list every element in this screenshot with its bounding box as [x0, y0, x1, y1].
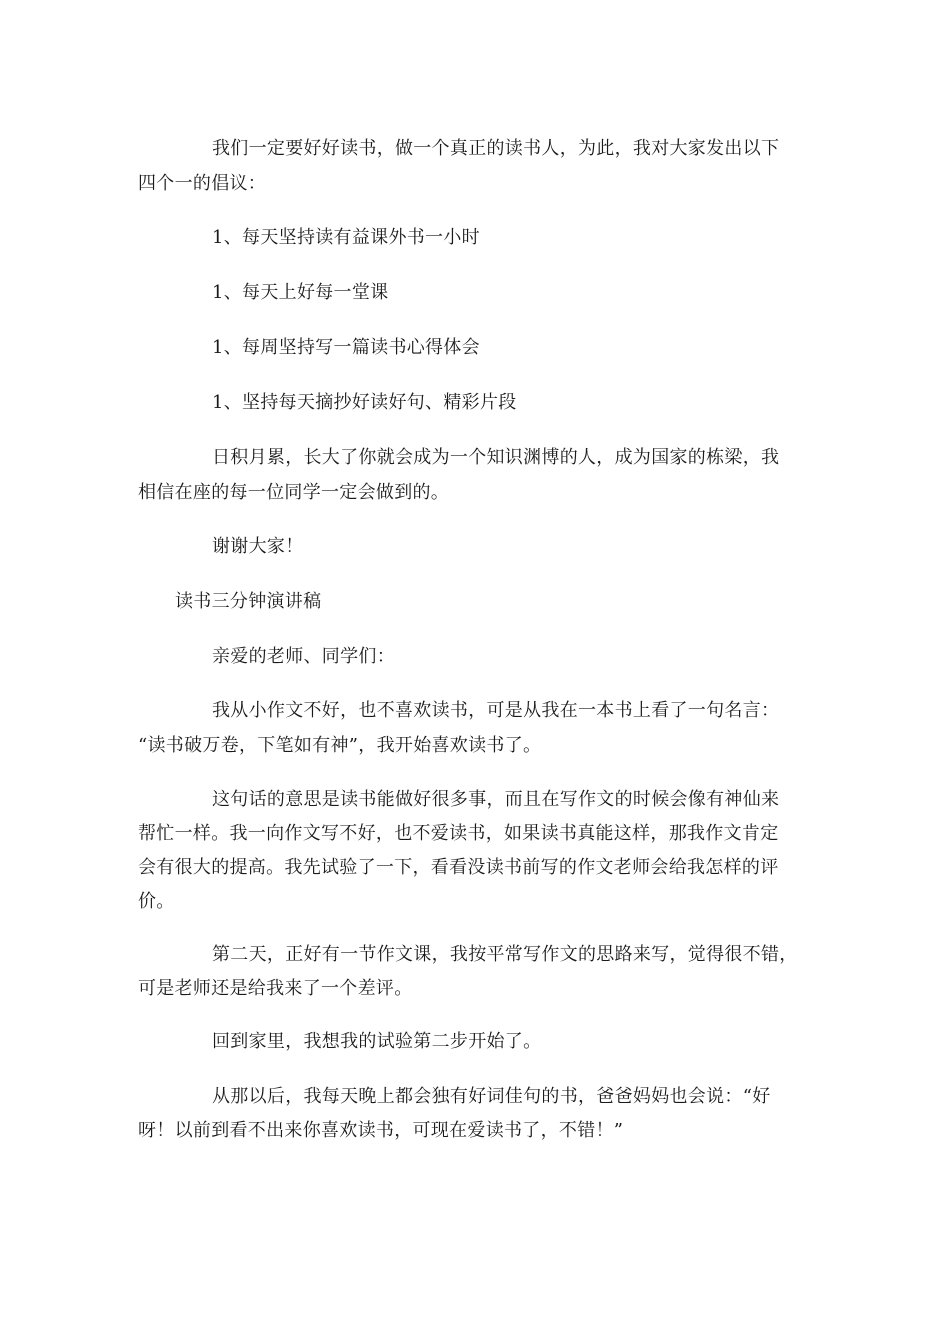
paragraph-4-line-3: 会有很大的提高。我先试验了一下，看看没读书前写的作文老师会给我怎样的评: [138, 857, 779, 878]
paragraph-5-line-1: 第二天，正好有一节作文课，我按平常写作文的思路来写，觉得很不错，: [212, 944, 798, 965]
section-title: 读书三分钟演讲稿: [175, 591, 322, 612]
paragraph-1-line-2: 四个一的倡议：: [138, 173, 267, 194]
list-item-4: 1、坚持每天摘抄好读好句、精彩片段: [212, 392, 517, 413]
list-item-1: 1、每天坚持读有益课外书一小时: [212, 227, 480, 248]
paragraph-3-line-2: “读书破万卷，下笔如有神”，我开始喜欢读书了。: [138, 735, 542, 756]
paragraph-1-line-1: 我们一定要好好读书，做一个真正的读书人，为此，我对大家发出以下: [212, 138, 780, 159]
paragraph-7-line-2: 呀！以前到看不出来你喜欢读书，可现在爱读书了，不错！”: [138, 1120, 624, 1141]
paragraph-4-line-1: 这句话的意思是读书能做好很多事，而且在写作文的时候会像有神仙来: [212, 789, 780, 810]
thanks-line: 谢谢大家！: [212, 536, 304, 557]
paragraph-3-line-1: 我从小作文不好，也不喜欢读书，可是从我在一本书上看了一句名言：: [212, 700, 780, 721]
paragraph-4-line-2: 帮忙一样。我一向作文写不好，也不爱读书，如果读书真能这样，那我作文肯定: [138, 823, 779, 844]
paragraph-2-line-2: 相信在座的每一位同学一定会做到的。: [138, 482, 450, 503]
list-item-3: 1、每周坚持写一篇读书心得体会: [212, 337, 480, 358]
paragraph-4-line-4: 价。: [138, 891, 175, 912]
paragraph-2-line-1: 日积月累，长大了你就会成为一个知识渊博的人，成为国家的栋梁，我: [212, 447, 780, 468]
greeting-line: 亲爱的老师、同学们：: [212, 646, 395, 667]
list-item-2: 1、每天上好每一堂课: [212, 282, 389, 303]
paragraph-7-line-1: 从那以后，我每天晚上都会独有好词佳句的书，爸爸妈妈也会说：“好: [212, 1086, 771, 1107]
paragraph-6: 回到家里，我想我的试验第二步开始了。: [212, 1031, 542, 1052]
paragraph-5-line-2: 可是老师还是给我来了一个差评。: [138, 978, 413, 999]
